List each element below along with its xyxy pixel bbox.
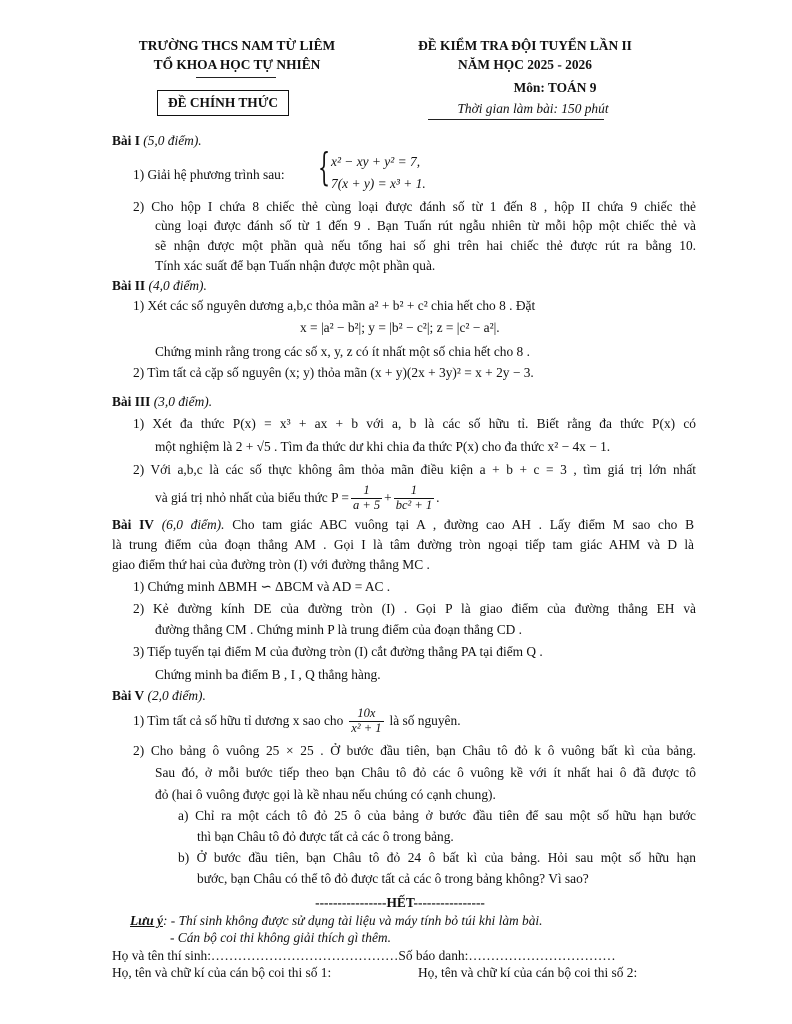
section-2-heading [112, 276, 694, 295]
system-brace: { [318, 145, 331, 189]
b3-q2-line2: và giá trị nhỏ nhất của biểu thức P = $\frac{1}{a + 5}$ + $\frac{1}{\text{bc² + 1}}$ . [155, 483, 440, 512]
b4-line1 [112, 515, 694, 534]
b3-q1-line2: một nghiệm là 2 + √5 . Tìm đa thức dư khi chia đa thức P(x) cho đa thức x² − 4x − 1. [155, 439, 611, 454]
section-2-points: (4,0 điểm). [148, 278, 207, 293]
fraction-3-den: x² + 1 [351, 720, 382, 735]
b5-a-line2: thì bạn Châu tô đỏ được tất cả các ô trong bảng. [197, 829, 454, 844]
school-year: NĂM HỌC 2025 - 2026 [458, 57, 592, 72]
section-3-points: (3,0 điểm). [153, 394, 213, 409]
fraction-3 [349, 707, 383, 734]
b3-q1-line1: 1) Xét đa thức P(x) = x³ + ax + b với a, b là các số hữu tỉ. Biết rằng đa thức P(x) có [133, 416, 696, 431]
official-stamp-box: ĐỀ CHÍNH THỨC [157, 90, 289, 116]
section-5-points: (2,0 điểm). [147, 688, 206, 703]
b2-q1-line1: 1) Xét các số nguyên dương a,b,c thỏa mãn a² + b² + c² chia hết cho 8 . Đặt [133, 298, 536, 313]
b3-q2-text: và giá trị nhỏ nhất của biểu thức P = [155, 490, 349, 506]
b3-q2-line1: 2) Với a,b,c là các số thực không âm thỏa mãn điều kiện a + b + c = 3 , tìm giá trị lớn nhất [133, 462, 696, 477]
b2-q1-line3: Chứng minh rằng trong các số x, y, z có ít nhất một số chia hết cho 8 . [155, 344, 530, 359]
b4-text-1: Cho tam giác ABC vuông tại A , đường cao AH . Lấy điểm M sao cho B [232, 517, 694, 532]
note-line2: - Cán bộ coi thi không giải thích gì thêm. [170, 930, 391, 945]
fraction-1 [351, 484, 382, 511]
b2-q1-equation: x = |a² − b²|; y = |b² − c²|; z = |c² − a²|. [300, 320, 500, 335]
b2-q2: 2) Tìm tất cả cặp số nguyên (x; y) thỏa mãn (x + y)(2x + 3y)² = x + 2y − 3. [133, 365, 534, 380]
note-text-1: : - Thí sinh không được sử dụng tài liệu và máy tính bỏ túi khi làm bài. [162, 913, 543, 928]
b5-q1-text: 1) Tìm tất cả số hữu tỉ dương x sao cho [133, 713, 344, 729]
b4-q3-line2: Chứng minh ba điểm B , I , Q thẳng hàng. [155, 667, 381, 682]
note-label: Lưu ý [130, 913, 163, 928]
exam-title: ĐỀ KIỂM TRA ĐỘI TUYỂN LẦN II [418, 38, 632, 53]
b4-q2-line1: 2) Kẻ đường kính DE của đường tròn (I) . Gọi P là giao điểm của đường thẳng EH và [133, 601, 696, 616]
subject: Môn: TOÁN 9 [513, 80, 597, 95]
b1-q2-line1: 2) Cho hộp I chứa 8 chiếc thẻ cùng loại được đánh số từ 1 đến 8 , hộp II chứa 9 chiếc thẻ [133, 199, 696, 214]
header-divider-left [196, 77, 276, 78]
section-1-heading [112, 131, 694, 150]
department-name: TỔ KHOA HỌC TỰ NHIÊN [153, 57, 321, 72]
b1-eq2: 7(x + y) = x³ + 1. [331, 176, 426, 191]
b5-q1 [133, 704, 696, 738]
school-name: TRƯỜNG THCS NAM TỪ LIÊM [138, 38, 336, 53]
section-5-heading [112, 686, 694, 705]
b5-q2-line2: Sau đó, ở mỗi bước tiếp theo bạn Châu tô đỏ các ô vuông kề với ít nhất hai ô đã được tô [155, 765, 696, 780]
b5-q2-line1: 2) Cho bảng ô vuông 25 × 25 . Ở bước đầu tiên, bạn Châu tô đỏ k ô vuông bất kì của bảng. [133, 743, 696, 758]
fraction-1-den: a + 5 [352, 497, 381, 512]
b4-q3-line1: 3) Tiếp tuyến tại điểm M của đường tròn (I) cắt đường thẳng PA tại điểm Q . [133, 644, 543, 659]
b4-q2-line2: đường thẳng CM . Chứng minh P là trung điểm của đoạn thẳng CD . [155, 622, 522, 637]
b5-q2-line3: đỏ (hai ô vuông được gọi là kề nhau nếu chúng có cạnh chung). [155, 787, 496, 802]
section-3-title: Bài III [112, 394, 151, 409]
b1-q2-line4: Tính xác suất để bạn Tuấn nhận được một phần quà. [155, 258, 436, 273]
header-divider-right [428, 119, 604, 120]
b5-q1-tail: là số nguyên. [389, 713, 461, 729]
b5-b-line2: bước, bạn Châu có thể tô đỏ được tất cả các ô trong bảng không? Vì sao? [197, 871, 589, 886]
b4-line2: là trung điểm của đoạn thẳng AM . Gọi I là tâm đường tròn ngoại tiếp tam giác AHM và D là [112, 537, 694, 552]
b4-line3: giao điểm thứ hai của đường tròn (I) với đường thẳng MC . [112, 557, 430, 572]
section-4-title: Bài IV [112, 517, 154, 532]
section-5-title: Bài V [112, 688, 145, 703]
proctor-1-signature: Họ, tên và chữ kí của cán bộ coi thi số 1: [112, 965, 332, 980]
b1-q1-text: 1) Giải hệ phương trình sau: [133, 167, 285, 182]
end-marker: ----------------HẾT---------------- [315, 895, 485, 910]
b5-b-line1: b) Ở bước đầu tiên, bạn Châu tô đỏ 24 ô bất kì của bảng. Hỏi sau một số hữu hạn [178, 850, 696, 865]
candidate-name-line: Họ và tên thí sinh:……………………………………Số báo danh:…………………………… [112, 948, 616, 963]
fraction-3-num: 10x [349, 707, 383, 721]
fraction-2-num: 1 [394, 484, 434, 498]
b5-a-line1: a) Chỉ ra một cách tô đỏ 25 ô của bảng ở bước đầu tiên để sau một số hữu hạn bước [178, 808, 696, 823]
section-2-title: Bài II [112, 278, 146, 293]
proctor-2-signature: Họ, tên và chữ kí của cán bộ coi thi số 2: [418, 965, 638, 980]
section-3-heading [112, 392, 694, 411]
time-limit: Thời gian làm bài: 150 phút [457, 101, 609, 116]
fraction-1-num: 1 [351, 484, 382, 498]
section-1-points: (5,0 điểm). [143, 133, 202, 148]
fraction-2-den: bc² + 1 [395, 497, 433, 512]
fraction-2 [394, 484, 434, 511]
b1-q2-line2: cùng loại được đánh số từ 1 đến 9 . Bạn Tuấn rút ngẫu nhiên từ mỗi hộp một chiếc thẻ và [155, 218, 696, 233]
b1-q2-line3: sẽ nhận được một phần quà nếu tổng hai số ghi trên hai chiếc thẻ được rút ra bằng 10. [155, 238, 696, 253]
section-4-points: (6,0 điểm). [161, 517, 225, 532]
b1-eq1: x² − xy + y² = 7, [331, 154, 421, 169]
b4-q1: 1) Chứng minh ΔBMH ∽ ΔBCM và AD = AC . [133, 579, 391, 594]
section-1-title: Bài I [112, 133, 140, 148]
